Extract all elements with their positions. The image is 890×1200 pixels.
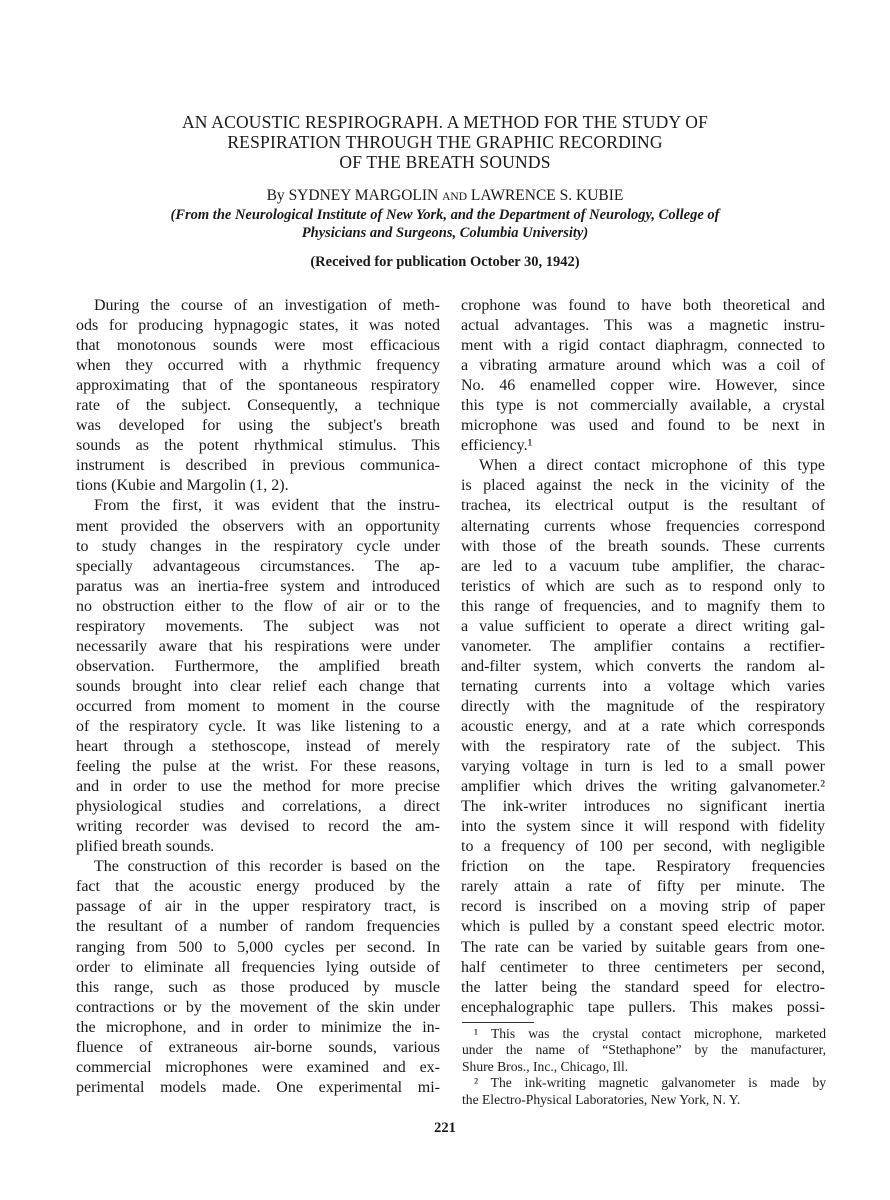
author-name: SYDNEY MARGOLIN — [288, 187, 439, 204]
by-label: By — [266, 187, 285, 204]
text-line: paratus was an inertia-free system and introduced — [76, 577, 440, 595]
article-title — [0, 112, 890, 172]
text-line: when they occurred with a rhythmic frequency — [76, 357, 440, 375]
text-line: ods for producing hypnagogic states, it was noted — [76, 317, 440, 335]
text-line: ranging from 500 to 5,000 cycles per second. In — [76, 938, 440, 956]
text-line: trachea, its electrical output is the resultant of — [461, 497, 825, 515]
text-line: and in order to use the method for more precise — [76, 778, 440, 796]
footnote-line: Shure Bros., Inc., Chicago, Ill. — [462, 1058, 629, 1074]
text-line: acoustic energy, and at a rate which corresponds — [461, 717, 825, 735]
text-line: order to eliminate all frequencies lying outside of — [76, 958, 440, 976]
text-line: writing recorder was devised to record the am- — [76, 818, 440, 836]
text-line: which is pulled by a constant speed electric motor. — [461, 918, 825, 936]
text-line: ment provided the observers with an opportunity — [76, 517, 440, 535]
text-line: directly with the magnitude of the respiratory — [461, 697, 825, 715]
text-line: this range, such as those produced by muscle — [76, 978, 440, 996]
text-line: plified breath sounds. — [76, 838, 215, 856]
text-line: actual advantages. This was a magnetic instru- — [461, 317, 825, 335]
text-line: contractions or by the movement of the skin under — [76, 998, 440, 1016]
text-line: and-filter system, which converts the random al- — [461, 657, 825, 675]
text-line: no obstruction either to the flow of air or to the — [76, 597, 440, 615]
text-line: rate of the subject. Consequently, a technique — [76, 397, 440, 415]
text-line: sounds as the potent rhythmical stimulus. This — [76, 437, 440, 455]
text-line: encephalographic tape pullers. This makes possi- — [461, 998, 825, 1016]
footnote-line: ² The ink-writing magnetic galvanometer is made by — [474, 1075, 826, 1091]
text-line: was developed for using the subject's breath — [76, 417, 440, 435]
title-line: AN ACOUSTIC RESPIROGRAPH. A METHOD FOR THE STUDY OF — [181, 112, 709, 132]
text-line: The ink-writer introduces no significant inertia — [461, 798, 825, 816]
footnote-divider — [462, 1022, 534, 1023]
footnote-line: ¹ This was the crystal contact microphone, marketed — [474, 1026, 826, 1041]
text-line: are led to a vacuum tube amplifier, the charac- — [461, 557, 825, 575]
text-line: heart through a stethoscope, instead of merely — [76, 738, 440, 756]
text-line: amplifier which drives the writing galvanometer.² — [461, 778, 825, 796]
right-column — [461, 296, 825, 1018]
text-line: necessarily aware that his respirations were under — [76, 637, 440, 655]
text-line: efficiency.¹ — [461, 437, 533, 455]
text-line: passage of air in the upper respiratory tract, is — [76, 898, 440, 916]
text-line: this type is not commercially available, a crystal — [461, 397, 825, 415]
text-line: The rate can be varied by suitable gears from one- — [461, 938, 825, 956]
text-line: varying voltage in turn is led to a small power — [461, 758, 825, 776]
text-line: tions (Kubie and Margolin (1, 2). — [76, 477, 289, 495]
text-line: ternating currents into a voltage which varies — [461, 677, 825, 695]
affiliation-line: (From the Neurological Institute of New York, and the Department of Neurology, College of — [170, 207, 720, 223]
text-line: occurred from moment to moment in the course — [76, 697, 440, 715]
text-line: a vibrating armature around which was a coil of — [461, 357, 825, 375]
text-line: ment with a rigid contact diaphragm, connected to — [461, 337, 825, 355]
text-line: the latter being the standard speed for electro- — [461, 978, 825, 996]
text-line: friction on the tape. Respiratory frequencies — [461, 858, 825, 876]
text-line: fluence of extraneous air-borne sounds, various — [76, 1038, 440, 1056]
text-line: feeling the pulse at the wrist. For these reasons, — [76, 758, 440, 776]
text-line: fact that the acoustic energy produced by the — [76, 878, 440, 896]
text-line: alternating currents whose frequencies correspond — [461, 517, 825, 535]
text-line: From the first, it was evident that the instru- — [94, 497, 440, 515]
title-line: RESPIRATION THROUGH THE GRAPHIC RECORDING — [227, 132, 663, 152]
affiliation — [0, 206, 890, 242]
text-line: commercial microphones were examined and ex- — [76, 1058, 440, 1076]
text-line: with the respiratory rate of the subject. This — [461, 738, 825, 756]
left-column — [76, 296, 440, 1098]
page-number: 221 — [434, 1120, 456, 1136]
text-line: crophone was found to have both theoretical and — [461, 297, 825, 314]
text-line: the resultant of a number of random frequencies — [76, 918, 440, 936]
received-date: (Received for publication October 30, 1942) — [310, 254, 580, 270]
text-line: instrument is described in previous communica- — [76, 457, 440, 475]
text-line: is placed against the neck in the vicinity of the — [461, 477, 825, 495]
text-line: teristics of which are such as to respond only to — [461, 577, 825, 595]
text-line: to a frequency of 100 per second, with negligible — [461, 838, 825, 856]
text-line: into the system since it will respond with fidelity — [461, 818, 825, 836]
text-line: The construction of this recorder is based on the — [94, 858, 440, 876]
text-line: of the respiratory cycle. It was like listening to a — [76, 717, 440, 735]
author-name: LAWRENCE S. KUBIE — [470, 187, 624, 204]
text-line: During the course of an investigation of meth- — [94, 297, 440, 314]
text-line: respiratory movements. The subject was not — [76, 617, 440, 635]
text-line: microphone was used and found to be next in — [461, 417, 825, 435]
text-line: to study changes in the respiratory cycle under — [76, 537, 440, 555]
text-line: specially advantageous circumstances. The ap- — [76, 557, 440, 575]
and-label: AND — [442, 191, 468, 203]
text-line: that monotonous sounds were most efficacious — [76, 337, 440, 355]
affiliation-line: Physicians and Surgeons, Columbia University) — [301, 225, 589, 241]
footnotes — [462, 1026, 826, 1108]
text-line: vanometer. The amplifier contains a rectifier- — [461, 637, 825, 655]
text-line: this range of frequencies, and to magnify them to — [461, 597, 825, 615]
text-line: rarely attain a rate of fifty per minute. The — [461, 878, 825, 896]
text-line: When a direct contact microphone of this type — [479, 457, 825, 475]
text-line: perimental models made. One experimental mi- — [76, 1078, 440, 1096]
text-line: a value sufficient to operate a direct writing gal- — [461, 617, 825, 635]
title-line: OF THE BREATH SOUNDS — [339, 152, 551, 172]
text-line: physiological studies and correlations, a direct — [76, 798, 440, 816]
text-line: approximating that of the spontaneous respiratory — [76, 377, 440, 395]
text-line: the microphone, and in order to minimize the in- — [76, 1018, 440, 1036]
text-line: observation. Furthermore, the amplified breath — [76, 657, 440, 675]
footnote-line: under the name of “Stethaphone” by the manufacturer, — [462, 1042, 826, 1058]
text-line: with those of the breath sounds. These currents — [461, 537, 825, 555]
text-line: sounds brought into clear relief each change that — [76, 677, 440, 695]
footnote-line: the Electro-Physical Laboratories, New York, N. Y. — [462, 1091, 741, 1107]
author-byline — [0, 187, 890, 205]
text-line: record is inscribed on a moving strip of paper — [461, 898, 825, 916]
text-line: half centimeter to three centimeters per second, — [461, 958, 825, 976]
text-line: No. 46 enamelled copper wire. However, since — [461, 377, 825, 395]
